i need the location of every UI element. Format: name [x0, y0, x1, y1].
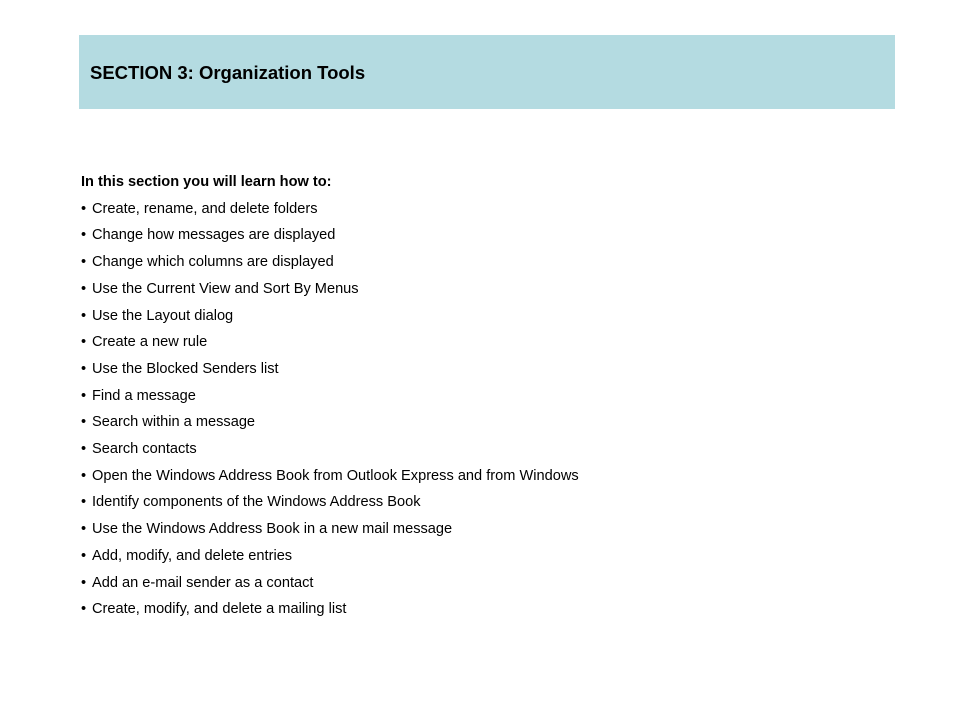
- topic-item: [81, 196, 881, 223]
- bullet-icon: •: [81, 521, 87, 538]
- topic-item: [81, 383, 881, 410]
- bullet-icon: •: [81, 307, 87, 324]
- topic-text: Create, modify, and delete a mailing list: [92, 601, 347, 618]
- topic-text: Use the Windows Address Book in a new mail message: [92, 521, 453, 538]
- bullet-icon: •: [81, 227, 87, 244]
- topic-text: Change how messages are displayed: [92, 227, 336, 244]
- topic-item: [81, 596, 881, 623]
- bullet-icon: •: [81, 601, 87, 618]
- topic-text: Create, rename, and delete folders: [92, 200, 318, 217]
- topic-text: Search contacts: [92, 441, 197, 458]
- bullet-icon: •: [81, 414, 87, 431]
- topic-text: Add, modify, and delete entries: [92, 547, 293, 564]
- topic-text: Use the Current View and Sort By Menus: [92, 280, 359, 297]
- topic-list: [81, 196, 881, 623]
- bullet-icon: •: [81, 387, 87, 404]
- topic-item: [81, 303, 881, 330]
- topic-text: Add an e-mail sender as a contact: [92, 574, 314, 591]
- topic-item: [81, 329, 881, 356]
- topic-item: [81, 276, 881, 303]
- bullet-icon: •: [81, 334, 87, 351]
- topic-text: Identify components of the Windows Address Book: [92, 494, 421, 511]
- topic-item: [81, 436, 881, 463]
- topic-item: [81, 409, 881, 436]
- intro-text: In this section you will learn how to:: [81, 174, 332, 190]
- bullet-icon: •: [81, 441, 87, 458]
- bullet-icon: •: [81, 360, 87, 377]
- topic-item: [81, 570, 881, 597]
- topic-item: [81, 463, 881, 490]
- topic-text: Use the Layout dialog: [92, 307, 234, 324]
- bullet-icon: •: [81, 280, 87, 297]
- bullet-icon: •: [81, 200, 87, 217]
- topic-text: Find a message: [92, 387, 196, 404]
- topic-text: Create a new rule: [92, 334, 208, 351]
- topic-item: [81, 516, 881, 543]
- bullet-icon: •: [81, 494, 87, 511]
- topic-text: Use the Blocked Senders list: [92, 360, 279, 377]
- section-content: [81, 169, 881, 623]
- bullet-icon: •: [81, 467, 87, 484]
- bullet-icon: •: [81, 254, 87, 271]
- topic-item: [81, 356, 881, 383]
- topic-text: Search within a message: [92, 414, 256, 431]
- section-header-band: [79, 35, 895, 109]
- bullet-icon: •: [81, 574, 87, 591]
- bullet-icon: •: [81, 547, 87, 564]
- topic-item: [81, 249, 881, 276]
- topic-item: [81, 489, 881, 516]
- topic-item: [81, 222, 881, 249]
- topic-item: [81, 543, 881, 570]
- topic-text: Change which columns are displayed: [92, 254, 334, 271]
- topic-text: Open the Windows Address Book from Outlook Express and from Windows: [92, 467, 579, 484]
- section-title: SECTION 3: Organization Tools: [90, 62, 366, 83]
